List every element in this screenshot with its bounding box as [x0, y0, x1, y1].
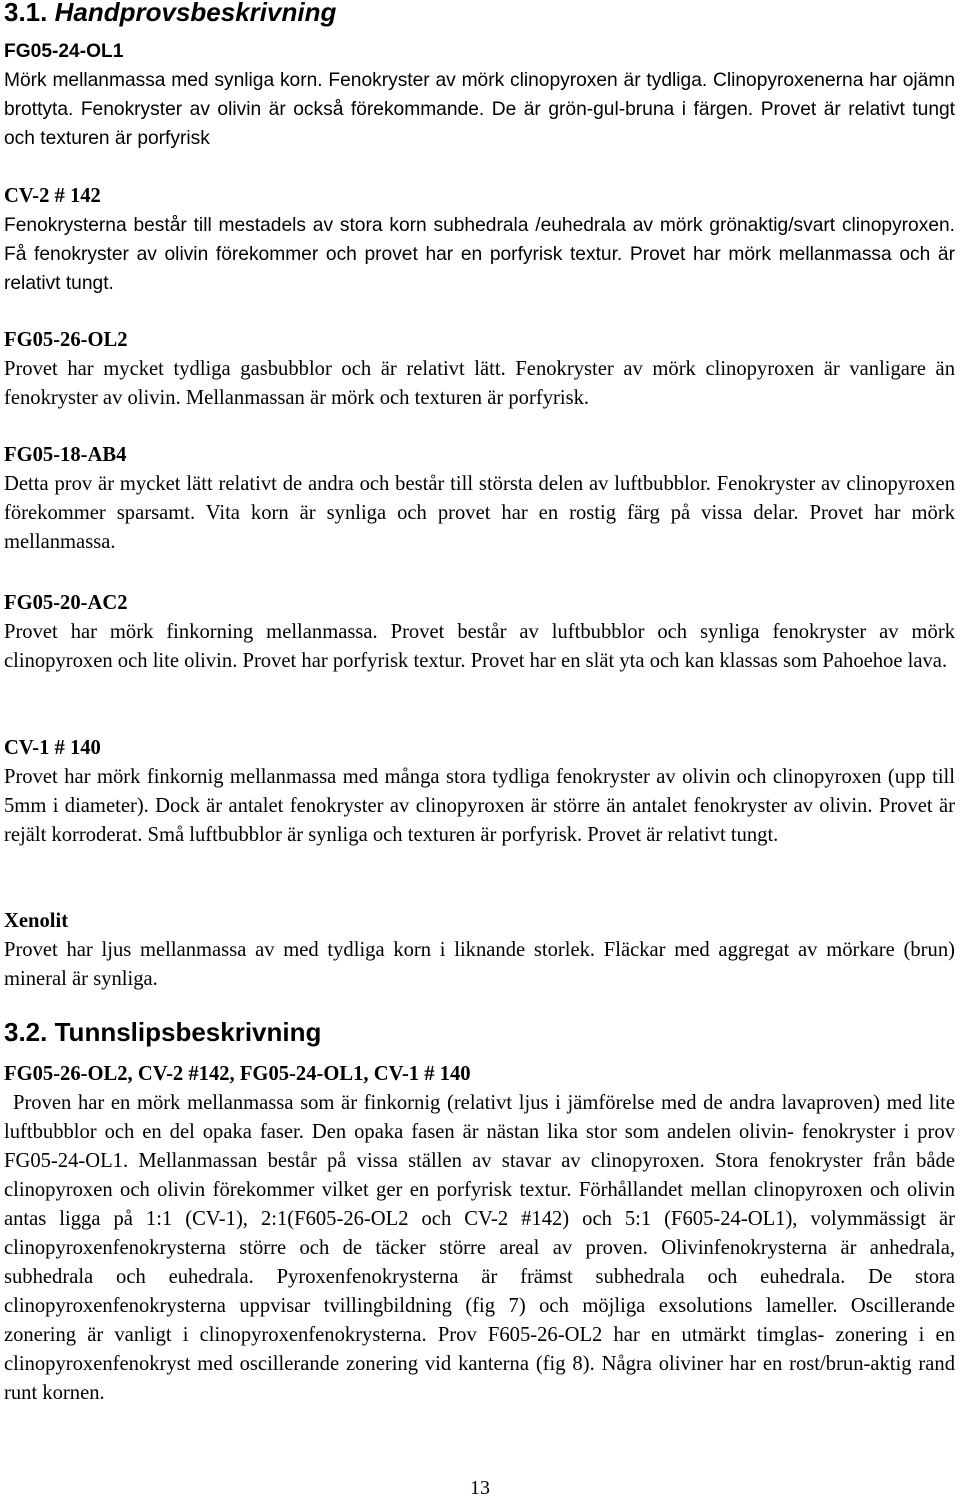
- sample-block-fg05-20-ac2: [4, 589, 955, 676]
- sample-block-xenolit: [4, 907, 955, 994]
- sample-label: FG05-26-OL2: [4, 329, 128, 351]
- thin-section-description: Proven har en mörk mellanmassa som är finkornig (relativt ljus i jämförelse med de andra lavaproven) med lite luftbubblor och en del opaka faser. Den opaka fasen är nästan lika stor som andelen olivin- fenokryster i prov FG05-24-OL1. Mellanmassan består på vissa ställen av stavar av clinopyroxen. Stora fenokryster från både clinopyroxen och olivin förekommer vilket ger en porfyrisk textur. Förhållandet mellan clinopyroxen och olivin antas ligga på 1:1 (CV-1), 2:1(F605-26-OL2 och CV-2 #142) och 5:1 (F605-24-OL1), volymmässigt är clinopyroxenfenokrysterna större och de täcker större areal av proven. Olivinfenokrysterna är anhedrala, subhedrala och euhedrala. Pyroxenfenokrysterna är främst subhedrala och euhedrala. De stora clinopyroxenfenokrysterna uppvisar tvillingbildning (fig 7) och möjliga exsolutions lameller. Oscillerande zonering är vanligt i clinopyroxenfenokrysterna. Prov F605-26-OL2 har en utmärkt timglas- zonering i en clinopyroxenfenokryst med oscillerande zonering vid kanterna (fig 8). Några oliviner har en rost/brun-aktig rand runt kornen.: [4, 1092, 955, 1404]
- sample-block-cv-2-142: [4, 182, 955, 298]
- section-heading-3-1: [4, 0, 336, 28]
- page-number: 13: [470, 1477, 490, 1499]
- sample-description: Provet har mörk finkorning mellanmassa. Provet består av luftbubblor och synliga fenokryster av mörk clinopyroxen och lite olivin. Provet har porfyrisk textur. Provet har en slät yta och kan klassas som Pahoehoe lava.: [4, 621, 955, 672]
- sample-label: FG05-20-AC2: [4, 592, 128, 614]
- sample-block-cv-1-140: [4, 734, 955, 850]
- sample-label: FG05-24-OL1: [4, 41, 124, 62]
- sample-label: FG05-18-AB4: [4, 444, 127, 466]
- thin-section-label: FG05-26-OL2, CV-2 #142, FG05-24-OL1, CV-1 # 140: [4, 1063, 471, 1085]
- section-title: Handprovsbeskrivning: [54, 0, 337, 27]
- sample-label: CV-1 # 140: [4, 737, 101, 759]
- section-title: Tunnslipsbeskrivning: [54, 1017, 322, 1047]
- sample-label: CV-2 # 142: [4, 185, 101, 207]
- sample-description: Detta prov är mycket lätt relativt de andra och består till största delen av luftbubblor. Fenokryster av clinopyroxen förekommer sparsamt. Vita korn är synliga och provet har en rostig färg på vissa delar. Provet har mörk mellanmassa.: [4, 473, 955, 553]
- sample-description: Provet har mörk finkornig mellanmassa med många stora tydliga fenokryster av olivin och clinopyroxen (upp till 5mm i diameter). Dock är antalet fenokryster av clinopyroxen är större än antalet fenokryster av olivin. Provet är rejält korroderat. Små luftbubblor är synliga och texturen är porfyrisk. Provet är relativt tungt.: [4, 766, 955, 846]
- sample-description: Fenokrysterna består till mestadels av stora korn subhedrala /euhedrala av mörk grönaktig/svart clinopyroxen. Få fenokryster av olivin förekommer och provet har en porfyrisk textur. Provet har mörk mellanmassa och är relativt tungt.: [4, 215, 955, 294]
- sample-description: Provet har mycket tydliga gasbubblor och är relativt lätt. Fenokryster av mörk clinopyroxen är vanligare än fenokryster av olivin. Mellanmassan är mörk och texturen är porfyrisk.: [4, 358, 955, 409]
- sample-label: Xenolit: [4, 910, 69, 932]
- sample-block-fg05-26-ol2: [4, 326, 955, 413]
- sample-block-fg05-24-ol1: [4, 37, 955, 153]
- section-number: 3.1.: [4, 0, 48, 27]
- sample-block-fg05-18-ab4: [4, 441, 955, 557]
- thin-section-block: [4, 1060, 955, 1408]
- sample-description: Mörk mellanmassa med synliga korn. Fenokryster av mörk clinopyroxen är tydliga. Clinopyroxenerna har ojämn brottyta. Fenokryster av olivin är också förekommande. De är grön-gul-bruna i färgen. Provet är relativt tungt och texturen är porfyrisk: [4, 70, 955, 149]
- section-number: 3.2.: [4, 1017, 48, 1047]
- sample-description: Provet har ljus mellanmassa av med tydliga korn i liknande storlek. Fläckar med aggregat av mörkare (brun) mineral är synliga.: [4, 939, 955, 990]
- section-heading-3-2: [4, 1017, 321, 1048]
